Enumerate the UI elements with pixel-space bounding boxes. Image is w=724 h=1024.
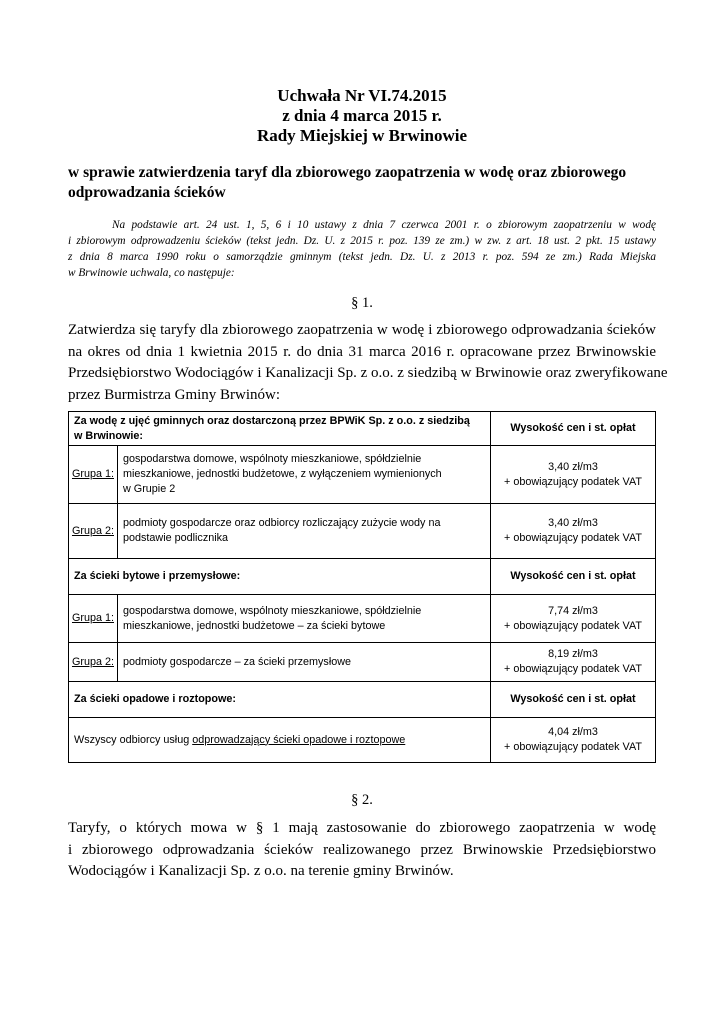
- price-cell: 3,40 zł/m3 + obowiązujący podatek VAT: [491, 504, 656, 559]
- table-row: [69, 559, 656, 595]
- table-row: [69, 643, 656, 682]
- group-label: Grupa 1:: [69, 595, 118, 643]
- paragraph-line: przez Burmistrza Gminy Brwinów:: [68, 386, 281, 403]
- section-1-heading: § 1.: [351, 295, 373, 311]
- group-description: podmioty gospodarcze oraz odbiorcy rozliczający zużycie wody na podstawie podlicznika: [118, 504, 491, 559]
- preamble-line: w Brwinowie uchwala, co następuje:: [68, 267, 235, 279]
- price-cell: 7,74 zł/m3 + obowiązujący podatek VAT: [491, 595, 656, 643]
- tariff-table: [68, 411, 656, 763]
- paragraph-line: Wodociągów i Kanalizacji Sp. z o.o. na terenie gminy Brwinów.: [68, 863, 454, 879]
- resolution-number: Uchwała Nr VI.74.2015: [277, 86, 447, 105]
- paragraph-line: i zbiorowego odprowadzania ścieków realizowanego przez Brwinowskie Przedsiębiorstwo: [68, 841, 656, 858]
- group-label: Grupa 2:: [69, 643, 118, 682]
- resolution-title: [0, 86, 724, 146]
- paragraph-line: Przedsiębiorstwo Wodociągów i Kanalizacji Sp. z o.o. z siedzibą w Brwinowie oraz zweryfikowane: [68, 365, 668, 381]
- price-column-header: Wysokość cen i st. opłat: [491, 682, 656, 718]
- group-description: podmioty gospodarcze – za ścieki przemysłowe: [118, 643, 491, 682]
- paragraph-line: Taryfy, o których mowa w § 1 mają zastosowanie do zbiorowego zaopatrzenia w wodę: [68, 820, 656, 836]
- preamble-line: Na podstawie art. 24 ust. 1, 5, 6 i 10 ustawy z dnia 7 czerwca 2001 r. o zbiorowym zaopatrzeniu w wodę: [112, 219, 656, 231]
- group-label: Grupa 2:: [69, 504, 118, 559]
- paragraph-line: na okres od dnia 1 kwietnia 2015 r. do dnia 31 marca 2016 r. opracowane przez Brwinowskie: [68, 343, 656, 360]
- section-2-heading: § 2.: [351, 792, 373, 808]
- table-row: [69, 682, 656, 718]
- section-2-text: [68, 818, 656, 883]
- section-1-text: [68, 320, 668, 406]
- price-column-header: Wysokość cen i st. opłat: [491, 412, 656, 446]
- preamble-line: z dnia 8 marca 1990 roku o samorządzie gminnym (tekst jedn. Dz. U. z 2013 r. poz. 594 ze zm.) Rada Miejska: [68, 251, 656, 263]
- group-description: gospodarstwa domowe, wspólnoty mieszkaniowe, spółdzielnie mieszkaniowe, jednostki budżetowe, z wyłączeniem wymienionych w Grupie 2: [118, 446, 491, 504]
- subject-line: odprowadzania ścieków: [68, 184, 226, 201]
- resolution-council: Rady Miejskiej w Brwinowie: [256, 126, 468, 145]
- rainwater-section-header: Za ścieki opadowe i roztopowe:: [69, 682, 491, 718]
- resolution-date: z dnia 4 marca 2015 r.: [282, 106, 442, 125]
- table-row: [69, 412, 656, 446]
- price-cell: 8,19 zł/m3 + obowiązujący podatek VAT: [491, 643, 656, 682]
- group-description: gospodarstwa domowe, wspólnoty mieszkaniowe, spółdzielnie mieszkaniowe, jednostki budżetowe – za ścieki bytowe: [118, 595, 491, 643]
- price-cell: 4,04 zł/m3 + obowiązujący podatek VAT: [491, 718, 656, 763]
- sewage-section-header: Za ścieki bytowe i przemysłowe:: [69, 559, 491, 595]
- table-row: [69, 718, 656, 763]
- subject-line: w sprawie zatwierdzenia taryf dla zbiorowego zaopatrzenia w wodę oraz zbiorowego: [68, 164, 627, 181]
- preamble-line: i zbiorowym odprowadzeniu ścieków (tekst jedn. Dz. U. z 2015 r. poz. 139 ze zm.) w zw. z art. 18 ust. 2 pkt. 15 ustawy: [68, 235, 656, 247]
- table-row: [69, 446, 656, 504]
- legal-basis-preamble: [68, 217, 656, 281]
- group-label: Grupa 1:: [69, 446, 118, 504]
- price-cell: 3,40 zł/m3 + obowiązujący podatek VAT: [491, 446, 656, 504]
- price-column-header: Wysokość cen i st. opłat: [491, 559, 656, 595]
- rainwater-description: Wszyscy odbiorcy usług odprowadzający ścieki opadowe i roztopowe: [69, 718, 491, 763]
- paragraph-line: Zatwierdza się taryfy dla zbiorowego zaopatrzenia w wodę i zbiorowego odprowadzania ścieków: [68, 322, 656, 338]
- table-row: [69, 504, 656, 559]
- table-row: [69, 595, 656, 643]
- resolution-subject: [68, 163, 656, 203]
- water-section-header: Za wodę z ujęć gminnych oraz dostarczoną przez BPWiK Sp. z o.o. z siedzibą w Brwinowie:: [69, 412, 491, 446]
